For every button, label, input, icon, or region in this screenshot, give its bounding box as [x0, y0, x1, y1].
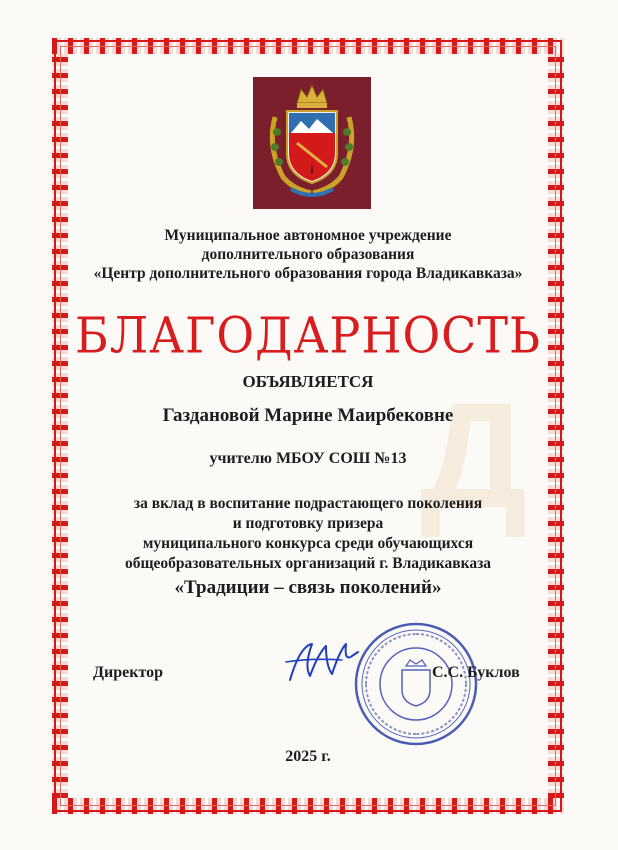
recipient-name: Газдановой Марине Маирбековне — [162, 405, 454, 426]
reason-text — [60, 494, 556, 574]
reason-line-4: общеобразовательных организаций г. Владикавказа — [124, 555, 492, 572]
official-seal-icon — [352, 620, 480, 748]
contest-name: «Традиции – связь поколений» — [174, 577, 442, 598]
institution-line-1: Муниципальное автономное учреждение — [164, 227, 452, 244]
vladikavkaz-coat-of-arms-icon — [253, 77, 371, 209]
director-name: С.С. Буклов — [432, 664, 520, 681]
reason-line-2: и подготовку призера — [232, 515, 384, 532]
document-year: 2025 г. — [285, 748, 331, 765]
handwritten-signature-icon — [282, 636, 362, 686]
institution-name — [60, 226, 556, 283]
reason-line-1: за вклад в воспитание подрастающего поколения — [133, 495, 483, 512]
institution-line-3: «Центр дополнительного образования города Владикавказа» — [93, 265, 523, 282]
announce-text: ОБЪЯВЛЯЕТСЯ — [242, 372, 374, 391]
reason-line-3: муниципального конкурса среди обучающихся — [142, 535, 474, 552]
document-title: БЛАГОДАРНОСТЬ — [74, 305, 542, 365]
recipient-position: учителю МБОУ СОШ №13 — [209, 450, 407, 467]
background-watermark: Д — [420, 380, 527, 539]
director-label: Директор — [93, 664, 163, 681]
institution-line-2: дополнительного образования — [201, 246, 415, 263]
